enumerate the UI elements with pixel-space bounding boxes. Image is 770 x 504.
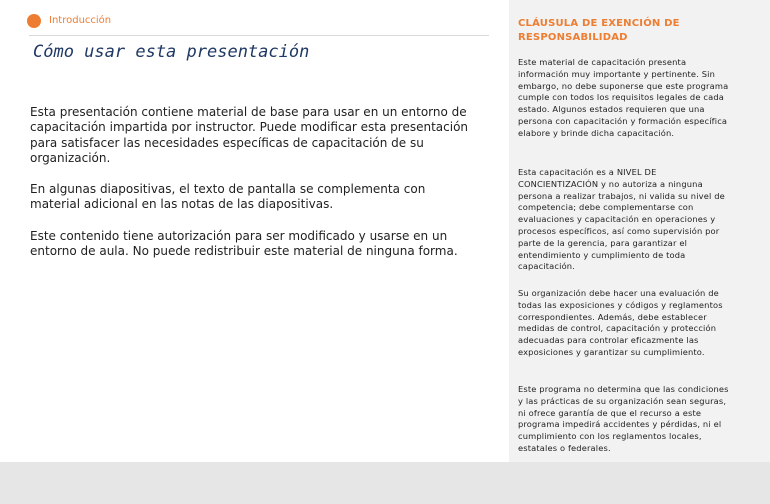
disclaimer-paragraph: Su organización debe hacer una evaluación de todas las exposiciones y códigos y reglamentos correspondientes. Además, debe establecer medidas de control, capacitación y protección adecuadas para controlar eficazmente las exposiciones y garantizar su cumplimiento.	[518, 288, 723, 357]
body-paragraph: Este contenido tiene autorización para ser modificado y usarse en un entorno de aula. No puede redistribuir este material de ninguna forma.	[30, 229, 458, 259]
disclaimer-paragraph: Este programa no determina que las condiciones y las prácticas de su organización sean seguras, ni ofrece garantía de que el recurso a este programa impedirá accidentes y pérdidas, ni el cumplimiento con los reglamentos locales, estatales o federales.	[518, 384, 729, 453]
disclaimer-panel	[509, 0, 770, 462]
circle-bullet-icon	[27, 14, 41, 28]
bottom-band	[0, 462, 770, 504]
header-divider	[29, 35, 489, 36]
disclaimer-title: CLÁUSULA DE EXENCIÓN DE RESPONSABILIDAD	[518, 18, 680, 43]
section-header	[27, 14, 111, 28]
section-label: Introducción	[49, 15, 112, 26]
body-paragraph: Esta presentación contiene material de base para usar en un entorno de capacitación impartida por instructor. Puede modificar esta presentación para satisfacer las necesidades específicas de capacitación de su organización.	[30, 105, 469, 165]
disclaimer-paragraph: Esta capacitación es a NIVEL DE CONCIENTIZACIÓN y no autoriza a ninguna persona a realizar trabajos, ni valida su nivel de competencia; debe complementarse con evaluaciones y capacitación en operaciones y procesos específicos, así como supervisión por parte de la gerencia, para garantizar el entendimiento y cumplimiento de toda capacitación.	[518, 167, 725, 272]
page-title: Cómo usar esta presentación	[33, 42, 310, 62]
body-paragraph: En algunas diapositivas, el texto de pantalla se complementa con material adicional en las notas de las diapositivas.	[30, 182, 426, 212]
disclaimer-paragraph: Este material de capacitación presenta información muy importante y pertinente. Sin embargo, no debe suponerse que este programa cumple con todos los requisitos legales de cada estado. Algunos estados requieren que una persona con capacitación y formación específica elabore y brinde dicha capacitación.	[518, 57, 729, 138]
